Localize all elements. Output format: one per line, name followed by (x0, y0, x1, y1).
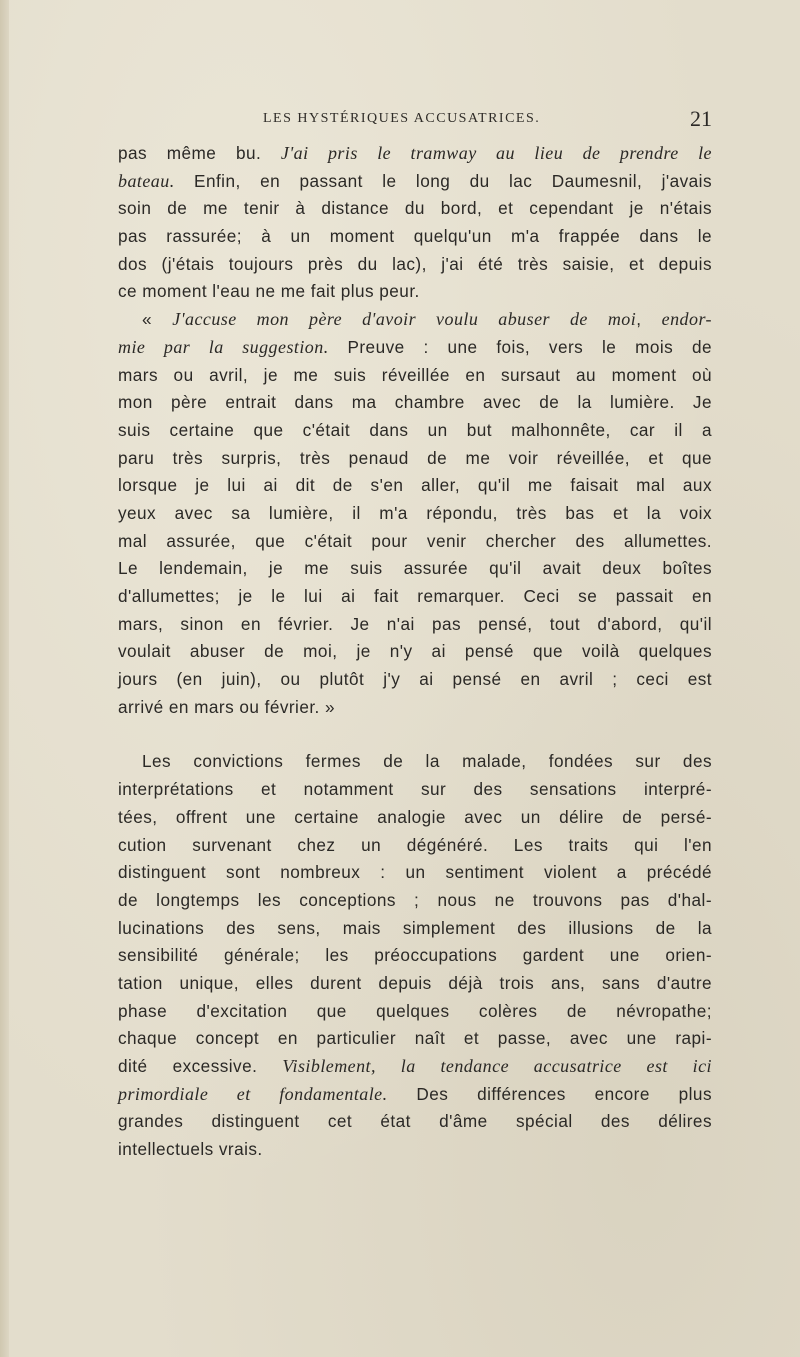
italic-text: mie par la suggestion. (118, 336, 329, 357)
text-line (118, 389, 712, 417)
italic-text: J'ai pris le tramway au lieu de prendre le (280, 143, 712, 163)
text-line (118, 1081, 712, 1109)
text-run: Des différences encore plus (387, 1083, 712, 1104)
text-run: intellectuels vrais. (118, 1139, 263, 1160)
text-run: phase d'excitation que quelques colères de névropathe; (118, 1000, 712, 1021)
text-line (118, 445, 712, 473)
text-run: voulait abuser de moi, je n'y ai pensé que voilà quelques (118, 641, 712, 662)
page-binding-edge (0, 0, 9, 1357)
italic-text: endor- (661, 309, 712, 330)
text-line (118, 998, 712, 1026)
text-run: d'allumettes; je le lui ai fait remarquer. Ceci se passait en (118, 586, 712, 606)
text-line (118, 970, 712, 998)
text-run: « (142, 309, 173, 330)
text-run: mon père entrait dans ma chambre avec de la lumière. Je (118, 392, 712, 413)
text-run: pas même bu. (118, 143, 281, 163)
text-run: interprétations et notamment sur des sensations interpré- (118, 779, 712, 800)
text-run: mars, sinon en février. Je n'ai pas pensé, tout d'abord, qu'il (118, 613, 712, 634)
paragraph (118, 748, 712, 1163)
text-line (118, 942, 712, 970)
text-run: distinguent sont nombreux : un sentiment violent a précédé (118, 862, 712, 883)
text-run: pas rassurée; à un moment quelqu'un m'a frappée dans le (118, 226, 712, 247)
text-run: de longtemps les conceptions ; nous ne trouvons pas d'hal- (118, 889, 712, 910)
italic-text: bateau. (118, 170, 175, 191)
text-line (118, 583, 712, 611)
text-run: tées, offrent une certaine analogie avec un délire de persé- (118, 806, 712, 827)
paragraph-gap (118, 721, 712, 748)
text-line (118, 251, 712, 279)
text-run: paru très surpris, très penaud de me voir réveillée, et que (118, 447, 712, 468)
running-header (118, 106, 712, 137)
text-line (118, 694, 712, 722)
text-run: chaque concept en particulier naît et passe, avec une rapi- (118, 1028, 712, 1049)
page-number: 21 (690, 106, 712, 131)
text-run: ce moment l'eau ne me fait plus peur. (118, 281, 420, 302)
text-line (118, 832, 712, 860)
text-line (118, 555, 712, 583)
text-line (118, 666, 712, 694)
text-run: dité excessive. (118, 1056, 283, 1076)
text-line (118, 859, 712, 887)
text-line (118, 638, 712, 666)
text-line (118, 776, 712, 804)
text-line (118, 611, 712, 639)
text-run: dos (j'étais toujours près du lac), j'ai été très saisie, et depuis (118, 253, 712, 274)
text-run: lorsque je lui ai dit de s'en aller, qu'il me faisait mal aux (118, 475, 712, 496)
text-run: sensibilité générale; les préoccupations gardent une orien- (118, 945, 712, 966)
text-line (118, 472, 712, 500)
text-line (118, 1108, 712, 1136)
text-run: jours (en juin), ou plutôt j'y ai pensé en avril ; ceci est (118, 669, 712, 690)
text-run: Preuve : une fois, vers le mois de (328, 336, 712, 357)
italic-text: Visiblement, la tendance accusatrice est ici (282, 1056, 713, 1076)
text-line (118, 334, 712, 362)
text-line (118, 1053, 712, 1081)
text-line (118, 1136, 712, 1164)
running-header-title: LES HYSTÉRIQUES ACCUSATRICES. (263, 111, 541, 126)
text-line (118, 195, 712, 223)
text-run: Les convictions fermes de la malade, fondées sur des (142, 751, 712, 772)
text-line (118, 140, 712, 168)
body-text (118, 140, 712, 1164)
text-line (118, 362, 712, 390)
text-run: suis certaine que c'était dans un but malhonnête, car il a (118, 419, 712, 440)
text-line (118, 278, 712, 306)
italic-text: J'accuse mon père d'avoir voulu abuser de moi (172, 309, 637, 330)
italic-text: primordiale et fondamentale. (118, 1083, 388, 1104)
text-line (118, 528, 712, 556)
text-run: yeux avec sa lumière, il m'a répondu, très bas et la voix (118, 502, 712, 523)
text-run: mal assurée, que c'était pour venir chercher des allumettes. (118, 530, 712, 551)
text-run: soin de me tenir à distance du bord, et cependant je n'étais (118, 198, 712, 219)
text-line (118, 223, 712, 251)
text-line (118, 500, 712, 528)
text-line (118, 748, 712, 776)
text-run: cution survenant chez un dégénéré. Les traits qui l'en (118, 834, 712, 855)
text-line (118, 915, 712, 943)
text-run: tation unique, elles durent depuis déjà trois ans, sans d'autre (118, 972, 712, 993)
text-run: , (636, 309, 662, 330)
text-run: arrivé en mars ou février. » (118, 696, 336, 717)
paragraph (118, 140, 712, 306)
text-run: lucinations des sens, mais simplement des illusions de la (118, 917, 712, 938)
paragraph (118, 306, 712, 721)
text-line (118, 1025, 712, 1053)
text-line (118, 804, 712, 832)
text-line (118, 306, 712, 334)
text-line (118, 887, 712, 915)
text-run: Le lendemain, je me suis assurée qu'il avait deux boîtes (118, 558, 712, 579)
text-run: grandes distinguent cet état d'âme spécial des délires (118, 1111, 712, 1132)
text-line (118, 417, 712, 445)
text-run: Enfin, en passant le long du lac Daumesnil, j'avais (174, 170, 712, 191)
text-run: mars ou avril, je me suis réveillée en sursaut au moment où (118, 364, 712, 385)
text-line (118, 168, 712, 196)
